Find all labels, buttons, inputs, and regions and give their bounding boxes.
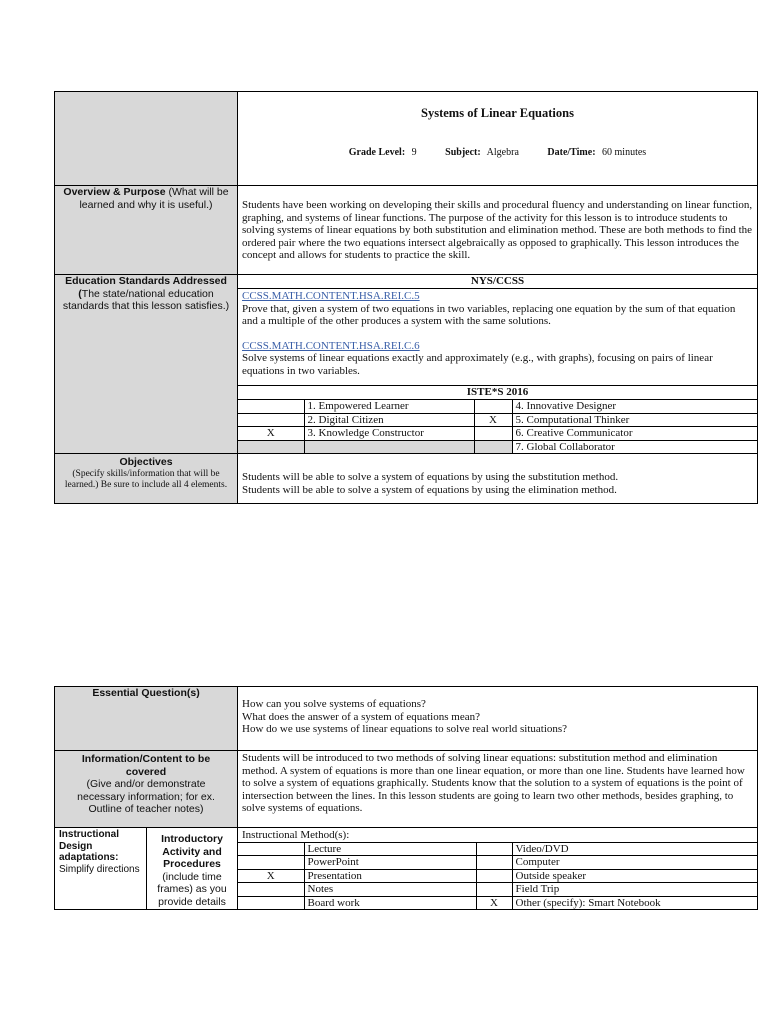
method-mark: [476, 842, 512, 856]
method-item: Presentation: [304, 869, 476, 883]
overview-content: [238, 186, 758, 275]
lesson-title: Systems of Linear Equations: [421, 106, 574, 120]
standard-code-1[interactable]: CCSS.MATH.CONTENT.HSA.REI.C.5: [242, 290, 420, 302]
method-mark: [476, 869, 512, 883]
standards-label-title: Education Standards Addressed: [65, 275, 227, 287]
objectives-label-hint: (Specify skills/information that will be learned.) Be sure to include all 4 elements.: [64, 468, 228, 490]
instructional-design-cell: [55, 828, 147, 910]
info-label-title: Information/Content to be covered: [81, 753, 211, 778]
method-item: Outside speaker: [512, 869, 757, 883]
method-item: Computer: [512, 856, 757, 870]
standards-label-hint: The state/national education standards that this lesson satisfies.): [62, 287, 230, 312]
method-item: Notes: [304, 883, 476, 897]
iste-item: 6. Creative Communicator: [512, 427, 757, 441]
overview-label: [55, 186, 238, 275]
method-mark: [238, 896, 304, 909]
overview-label-hint: (What will be learned and why it is useful.): [79, 186, 229, 211]
standards-heading: NYS/CCSS: [238, 275, 757, 289]
iste-row: [238, 440, 757, 453]
info-content: [238, 751, 758, 828]
iste-item: [304, 440, 474, 453]
instructional-design-text: Simplify directions: [59, 863, 140, 875]
instructional-methods-table: [238, 842, 757, 910]
essential-question-3: How do we use systems of linear equations to solve real world situations?: [242, 723, 568, 735]
essential-content: [238, 687, 758, 751]
introductory-activity-hint: (include time frames) as you provide details: [157, 870, 227, 908]
info-text: Students will be introduced to two methods of solving linear equations: substitution method and elimination method. A system of equations is more than one linear equation, or more than one line. Students have learned how to solve a system of equations graphically. Students know that the solution to a system of equations is the point of intersection between the lines. In this lesson students are going to learn two other methods, besides graphing, to solve systems of equations.: [242, 752, 745, 814]
iste-item: 3. Knowledge Constructor: [304, 427, 474, 441]
iste-row: [238, 413, 757, 427]
subject-label: Subject:: [445, 146, 481, 158]
method-item: Field Trip: [512, 883, 757, 897]
iste-mark: [238, 413, 304, 427]
essential-label-title: Essential Question(s): [92, 687, 200, 699]
standard-text-1: Prove that, given a system of two equations in two variables, replacing one equation by the sum of that equation and a multiple of the other produces a system with the same solutions.: [242, 302, 736, 327]
iste-row: [238, 427, 757, 441]
info-label: [55, 751, 238, 828]
date-value: 60 minutes: [602, 146, 647, 158]
method-item: Lecture: [304, 842, 476, 856]
date-label: Date/Time:: [547, 146, 596, 158]
lesson-meta: [238, 147, 757, 160]
method-item: PowerPoint: [304, 856, 476, 870]
iste-heading: ISTE*S 2016: [238, 385, 757, 400]
objectives-label-title: Objectives: [119, 456, 173, 468]
iste-mark: X: [238, 427, 304, 441]
overview-text: Students have been working on developing their skills and procedural fluency and understanding on linear function, graphing, and systems of linear functions. The purpose of the activity for this lesson is to introduce students to solving systems of linear equations by both substitution and elimination method. These are both methods to find the ordered pair where the two equations intersect algebraically as opposed to graphically. This lesson introduces the concept and allows for students to practice the skill.: [242, 199, 753, 261]
iste-item: 1. Empowered Learner: [304, 400, 474, 413]
standard-code-2[interactable]: CCSS.MATH.CONTENT.HSA.REI.C.6: [242, 339, 420, 352]
iste-item: 4. Innovative Designer: [512, 400, 757, 413]
grade-value: 9: [411, 146, 417, 158]
iste-item: 5. Computational Thinker: [512, 413, 757, 427]
method-mark: [238, 883, 304, 897]
objectives-content: [238, 454, 758, 504]
essential-question-1: How can you solve systems of equations?: [242, 698, 426, 710]
method-mark: [238, 842, 304, 856]
iste-table: [238, 400, 757, 453]
introductory-activity-title: Introductory Activity and Procedures: [161, 833, 223, 870]
introductory-activity-cell: [147, 828, 238, 910]
standards-label: [55, 275, 238, 454]
subject-value: Algebra: [486, 146, 519, 158]
info-label-hint: (Give and/or demonstrate necessary information; for ex. Outline of teacher notes): [77, 778, 215, 815]
iste-mark: [474, 440, 512, 453]
essential-question-2: What does the answer of a system of equations mean?: [242, 710, 480, 723]
iste-row: [238, 400, 757, 413]
method-item: Video/DVD: [512, 842, 757, 856]
method-mark: [476, 883, 512, 897]
method-mark: [238, 856, 304, 870]
iste-mark: [474, 400, 512, 413]
standards-content: [238, 275, 758, 454]
standards-label-paren: (: [78, 287, 82, 300]
instructional-methods-cell: [238, 828, 758, 910]
iste-mark: [238, 400, 304, 413]
header-label-cell: [55, 92, 238, 186]
overview-label-title: Overview & Purpose: [63, 186, 166, 198]
iste-item: 7. Global Collaborator: [512, 440, 757, 453]
method-mark: X: [476, 896, 512, 909]
objective-1: Students will be able to solve a system of equations by using the substitution method.: [242, 471, 619, 483]
method-mark: [476, 856, 512, 870]
method-row: [238, 896, 757, 909]
method-row: [238, 869, 757, 883]
method-item: Board work: [304, 896, 476, 909]
essential-label: [55, 687, 238, 751]
iste-item: 2. Digital Citizen: [304, 413, 474, 427]
standard-text-2: Solve systems of linear equations exactly and approximately (e.g., with graphs), focusing on pairs of linear equations in two variables.: [242, 352, 713, 377]
objective-2: Students will be able to solve a system of equations by using the elimination method.: [242, 483, 617, 496]
instructional-design-title: Instructional Design adaptations:: [59, 829, 120, 863]
method-row: [238, 842, 757, 856]
method-item: Other (specify): Smart Notebook: [512, 896, 757, 909]
lesson-header-cell: [238, 92, 758, 186]
instructional-methods-heading: Instructional Method(s):: [242, 829, 350, 841]
lesson-plan-table-bottom: [54, 686, 758, 910]
iste-mark: [474, 427, 512, 441]
iste-mark: X: [474, 413, 512, 427]
grade-label: Grade Level:: [348, 146, 406, 158]
lesson-plan-table-top: [54, 91, 758, 504]
method-row: [238, 883, 757, 897]
iste-mark: [238, 440, 304, 453]
method-mark: X: [238, 869, 304, 883]
method-row: [238, 856, 757, 870]
objectives-label: [55, 454, 238, 504]
